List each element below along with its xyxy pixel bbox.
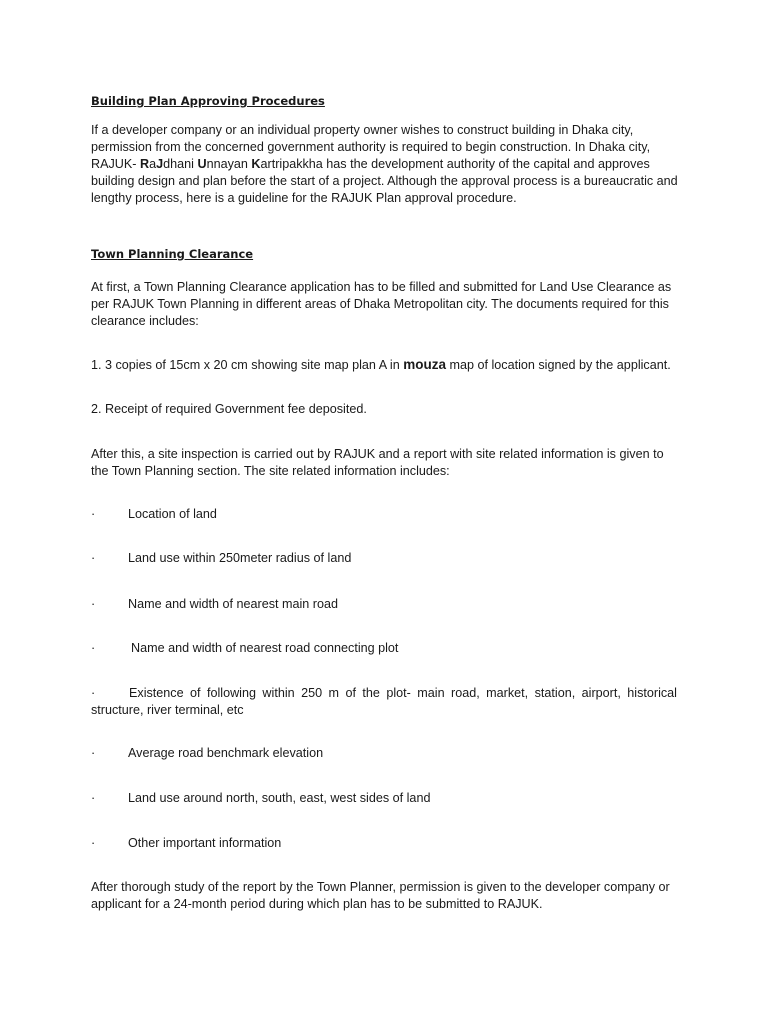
- item1-text-end: map of location signed by the applicant.: [445, 358, 671, 372]
- section-heading: Town Planning Clearance: [91, 247, 254, 261]
- list-item: Existence of following within 250 m of the plot- main road, market, station, airport, historical structure, river terminal, etc: [91, 686, 677, 717]
- intro-word-nnayan: nnayan: [206, 157, 252, 171]
- document-title: Building Plan Approving Procedures: [91, 94, 325, 108]
- list-item: Location of land: [128, 507, 217, 521]
- intro-acronym-u: U: [197, 157, 207, 171]
- intro-word-dhani: dhani: [163, 157, 198, 171]
- bullet-marker: ·: [91, 686, 96, 700]
- bullet-marker: ·: [91, 746, 96, 760]
- bullet-marker: ·: [91, 836, 96, 850]
- intro-paragraph: [91, 122, 681, 207]
- bullet-marker: ·: [91, 597, 96, 611]
- item1-text-start: 1. 3 copies of 15cm x 20 cm showing site map plan A in: [91, 358, 404, 372]
- bullet-marker: ·: [91, 641, 96, 655]
- intro-acronym-a: a: [149, 157, 157, 171]
- intro-text-end: artripakkha has the development authority of the capital and approves building design and plan before the start of a project. Although the approval process is a bureaucratic and lengthy process, here is a guideline for the RAJUK Plan approval procedure.: [91, 157, 678, 205]
- inspection-paragraph: After this, a site inspection is carried out by RAJUK and a report with site related information is given to the Town Planning section. The site related information includes:: [91, 447, 664, 478]
- list-item: Name and width of nearest road connecting plot: [131, 641, 399, 655]
- list-item: Name and width of nearest main road: [128, 597, 339, 611]
- intro-acronym-j: J: [156, 157, 164, 171]
- list-item-multiline: [91, 685, 677, 719]
- document-item-1: [91, 356, 691, 374]
- permission-paragraph: After thorough study of the report by the Town Planner, permission is given to the developer company or applicant for a 24-month period during which plan has to be submitted to RAJUK.: [91, 880, 670, 911]
- intro-acronym-r: R: [139, 157, 150, 171]
- item1-bold-word: mouza: [403, 357, 446, 372]
- bullet-marker: ·: [91, 791, 96, 805]
- list-item: Other important information: [128, 836, 282, 850]
- intro-acronym-k: K: [251, 157, 261, 171]
- bullet-marker: ·: [91, 551, 96, 565]
- list-item: Average road benchmark elevation: [128, 746, 324, 760]
- list-item: Land use within 250meter radius of land: [128, 551, 352, 565]
- clearance-paragraph: At first, a Town Planning Clearance application has to be filled and submitted for Land Use Clearance as per RAJUK Town Planning in different areas of Dhaka Metropolitan city. The documents required for this clearance includes:: [91, 280, 672, 328]
- bullet-marker: ·: [91, 507, 96, 521]
- document-item-2: 2. Receipt of required Government fee deposited.: [91, 402, 367, 416]
- intro-text-start: If a developer company or an individual property owner wishes to construct building in Dhaka city, permission from the concerned government authority is required to begin construction. In Dhaka city, RAJUK-: [91, 123, 651, 171]
- list-item: Land use around north, south, east, west sides of land: [128, 791, 431, 805]
